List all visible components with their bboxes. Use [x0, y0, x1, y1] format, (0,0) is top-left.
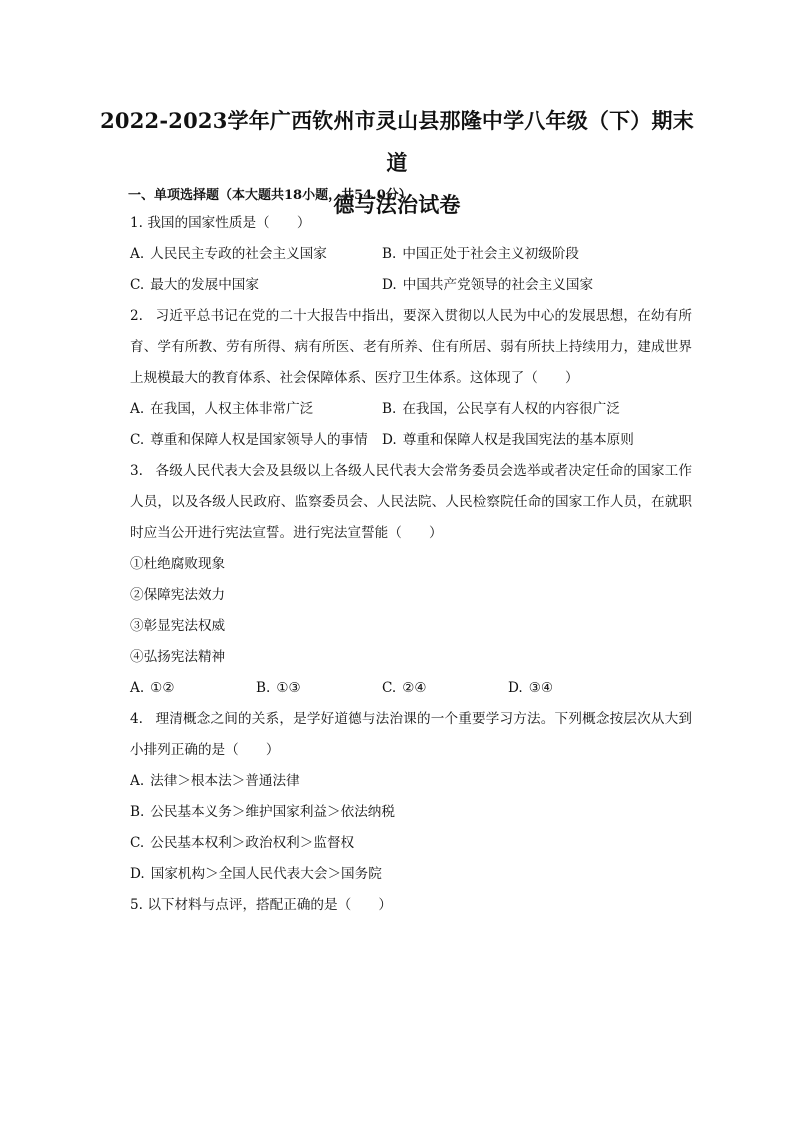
option-c[interactable]: C. 最大的发展中国家: [130, 277, 259, 293]
statement-4: ④弘扬宪法精神: [130, 649, 226, 665]
question-number: 3.: [130, 463, 143, 479]
question-3-stem: [130, 456, 692, 549]
option-d[interactable]: D. 国家机构＞全国人民代表大会＞国务院: [130, 866, 382, 882]
question-1: [130, 208, 692, 301]
option-b[interactable]: B. 中国正处于社会主义初级阶段: [382, 246, 580, 262]
exam-content: [130, 183, 692, 921]
option-a[interactable]: A. 在我国，人权主体非常广泛: [130, 401, 314, 417]
question-4-stem: [130, 704, 692, 766]
question-2-options-row-2: [130, 425, 692, 456]
question-number: 2.: [130, 308, 143, 324]
question-text: 各级人民代表大会及县级以上各级人民代表大会常务委员会选举或者决定任命的国家工作人员，以及各级人民政府、监察委员会、人民法院、人民检察院任命的国家工作人员，在就职时应当公开进行宪法宣誓。进行宪法宣誓能（ ）: [130, 463, 693, 541]
statement-2: ②保障宪法效力: [130, 587, 226, 603]
question-text: 习近平总书记在党的二十大报告中指出，要深入贯彻以人民为中心的发展思想，在幼有所育、学有所教、劳有所得、病有所医、老有所养、住有所居、弱有所扶上持续用力，建成世界上规模最大的教育体系、社会保障体系、医疗卫生体系。这体现了（ ）: [130, 308, 693, 386]
question-1-stem: [130, 208, 692, 239]
question-text: 我国的国家性质是（ ）: [147, 215, 311, 231]
option-a[interactable]: A. 法律＞根本法＞普通法律: [130, 773, 300, 789]
question-2-stem: [130, 301, 692, 394]
option-c[interactable]: C. ②④: [382, 680, 427, 696]
option-b[interactable]: B. 在我国，公民享有人权的内容很广泛: [382, 401, 620, 417]
option-a[interactable]: A. ①②: [130, 680, 175, 696]
question-5: [130, 890, 692, 921]
question-number: 4.: [130, 711, 143, 727]
question-3-options: [130, 673, 692, 704]
question-1-options-row-1: [130, 239, 692, 270]
option-c[interactable]: C. 公民基本权利＞政治权利＞监督权: [130, 835, 355, 851]
question-text: 以下材料与点评，搭配正确的是（ ）: [147, 897, 392, 913]
statement-3: ③彰显宪法权威: [130, 618, 226, 634]
question-2-options-row-1: [130, 394, 692, 425]
statement-1: ①杜绝腐败现象: [130, 556, 226, 572]
question-5-stem: [130, 890, 692, 921]
option-d[interactable]: D. 中国共产党领导的社会主义国家: [382, 277, 594, 293]
question-number: 1.: [130, 215, 143, 231]
question-text: 理清概念之间的关系，是学好道德与法治课的一个重要学习方法。下列概念按层次从大到小排列正确的是（ ）: [130, 711, 693, 758]
exam-title-line-2: 德与法治试卷: [333, 192, 461, 217]
option-d[interactable]: D. 尊重和保障人权是我国宪法的基本原则: [382, 432, 634, 448]
option-b[interactable]: B. ①③: [256, 680, 301, 696]
option-a[interactable]: A. 人民民主专政的社会主义国家: [130, 246, 327, 262]
option-b[interactable]: B. 公民基本义务＞维护国家利益＞依法纳税: [130, 804, 395, 820]
section-heading: 一、单项选择题（本大题共18小题，共54.0分）: [128, 188, 412, 203]
question-2: [130, 301, 692, 456]
question-4: [130, 704, 692, 890]
exam-title-line-1: 2022-2023学年广西钦州市灵山县那隆中学八年级（下）期末道: [100, 108, 694, 175]
option-d[interactable]: D. ③④: [508, 680, 554, 696]
option-c[interactable]: C. 尊重和保障人权是国家领导人的事情: [130, 432, 368, 448]
question-number: 5.: [130, 897, 143, 913]
question-3: [130, 456, 692, 704]
question-1-options-row-2: [130, 270, 692, 301]
